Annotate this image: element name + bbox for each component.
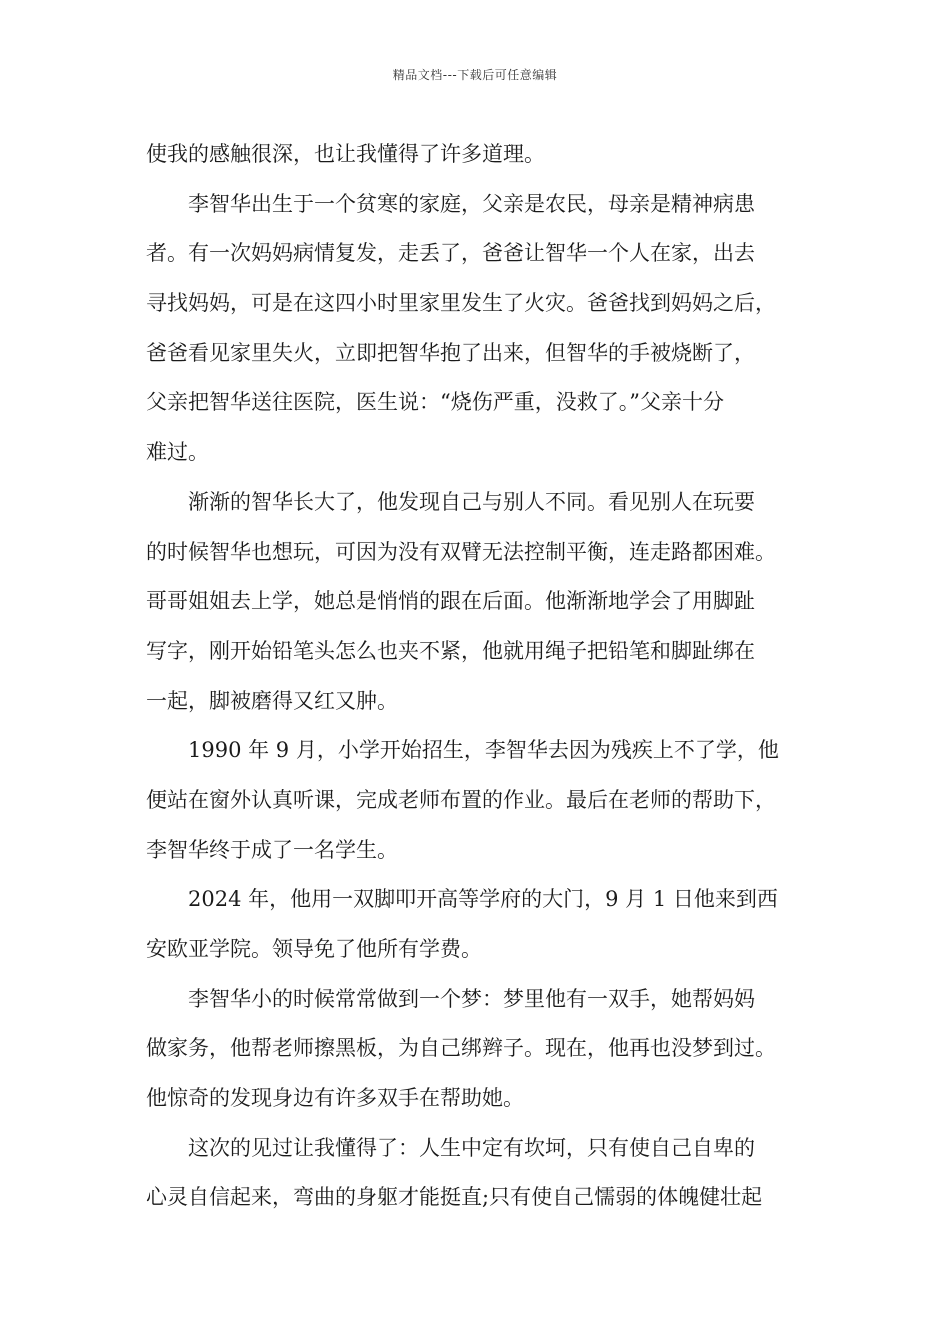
text-line: 爸爸看见家里失火，立即把智华抱了出来，但智华的手被烧断了， [146, 340, 755, 365]
text-line: 写字，刚开始铅笔头怎么也夹不紧，他就用绳子把铅笔和脚趾绑在 [146, 638, 755, 663]
text-line: 他惊奇的发现身边有许多双手在帮助她。 [146, 1086, 524, 1111]
text-line: 李智华小的时候常常做到一个梦：梦里他有一双手，她帮妈妈 [188, 986, 755, 1011]
text-line: 安欧亚学院。领导免了他所有学费。 [146, 937, 482, 961]
text-line: 使我的感触很深，也让我懂得了许多道理。 [146, 142, 545, 166]
page-header: 精品文档---下载后可任意编辑 [392, 68, 558, 82]
text-line: 2024 年，他用一双脚叩开高等学府的大门，9 月 1 日他来到西 [188, 887, 778, 912]
text-line: 者。有一次妈妈病情复发，走丢了，爸爸让智华一个人在家，出去 [146, 241, 755, 266]
text-line: 这次的见过让我懂得了：人生中定有坎坷，只有使自己自卑的 [188, 1135, 755, 1160]
text-line: 1990 年 9 月，小学开始招生，李智华去因为残疾上不了学，他 [188, 738, 779, 763]
text-line: 难过。 [146, 440, 209, 465]
text-line: 父亲把智华送往医院，医生说：“烧伤严重，没救了。”父亲十分 [146, 390, 724, 415]
text-line: 的时候智华也想玩，可因为没有双臂无法控制平衡，连走路都困难。 [146, 539, 776, 564]
text-line: 李智华终于成了一名学生。 [146, 837, 398, 862]
document-body [146, 130, 816, 1223]
text-line: 一起，脚被磨得又红又肿。 [146, 688, 398, 713]
text-line: 李智华出生于一个贫寒的家庭，父亲是农民，母亲是精神病患 [188, 191, 755, 216]
text-line: 做家务，他帮老师擦黑板，为自己绑辫子。现在，他再也没梦到过。 [146, 1036, 776, 1061]
text-line: 渐渐的智华长大了，他发现自己与别人不同。看见别人在玩要 [188, 489, 755, 514]
text-line: 哥哥姐姐去上学，她总是悄悄的跟在后面。他渐渐地学会了用脚趾 [146, 589, 755, 614]
text-line: 心灵自信起来，弯曲的身躯才能挺直;只有使自己懦弱的体魄健壮起 [146, 1185, 763, 1210]
text-line: 便站在窗外认真听课，完成老师布置的作业。最后在老师的帮助下， [146, 787, 776, 812]
text-line: 寻找妈妈，可是在这四小时里家里发生了火灾。爸爸找到妈妈之后， [146, 291, 776, 316]
